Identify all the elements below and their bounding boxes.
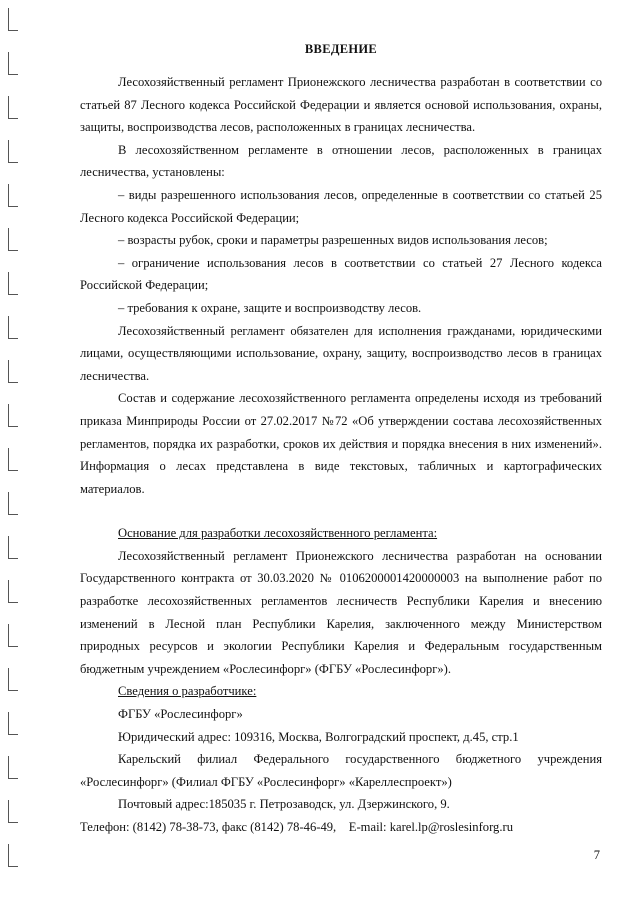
binding-mark	[8, 800, 18, 823]
legal-address: Юридический адрес: 109316, Москва, Волгоградский проспект, д.45, стр.1	[118, 729, 519, 744]
basis-paragraph: Лесохозяйственный регламент Прионежского лесничества разработан на основании Государственного контракта от 30.03.2020 № 0106200001420000003 на выполнение работ по разработке лесохозяйственных регламентов лесничеств Республики Карелия и внесению изменений в Лесной план Республики Карелия, заключенного между Министерством природных ресурсов и экологии Республики Карелия и Федеральным государственным бюджетным учреждением «Рослесинфорг» (ФГБУ «Рослесинфорг»).	[80, 548, 602, 676]
list-item: – требования к охране, защите и воспроизводству лесов.	[118, 300, 422, 315]
binding-mark	[8, 448, 18, 471]
list-item: – возрасты рубок, сроки и параметры разрешенных видов использования лесов;	[118, 233, 548, 248]
section-gap	[80, 500, 602, 522]
branch-paragraph: Карельский филиал Федерального государственного бюджетного учреждения «Рослесинфорг» (Филиал ФГБУ «Рослесинфорг» «Кареллеспроект»)	[80, 752, 602, 789]
binding-mark	[8, 96, 18, 119]
binding-mark	[8, 536, 18, 559]
intro-paragraph: Лесохозяйственный регламент Прионежского лесничества разработан в соответствии со статьей 87 Лесного кодекса Российской Федерации и является основой использования, охраны, защиты, воспроизводства лесов, расположенных в границах лесничества.	[80, 75, 602, 135]
developer-heading-text: Сведения о разработчике:	[118, 684, 257, 699]
developer-heading	[80, 680, 602, 703]
basis-heading-text: Основание для разработки лесохозяйственного регламента:	[118, 526, 438, 541]
binding-mark	[8, 184, 18, 207]
list-item: – виды разрешенного использования лесов, определенные в соответствии со статьей 25 Лесного кодекса Российской Федерации;	[80, 187, 602, 225]
binding-mark	[8, 580, 18, 603]
binding-mark	[8, 316, 18, 339]
binding-mark	[8, 844, 18, 867]
document-body	[80, 40, 602, 839]
obligation-paragraph: Лесохозяйственный регламент обязателен для исполнения гражданами, юридическими лицами, осуществляющими использование, охрану, защиту, воспроизводство лесов в границах лесничества.	[80, 323, 602, 383]
binding-mark	[8, 668, 18, 691]
list-item: – ограничение использования лесов в соответствии со статьей 27 Лесного кодекса Российской Федерации;	[80, 255, 602, 293]
binding-mark	[8, 360, 18, 383]
page-number: 7	[593, 848, 600, 862]
binding-mark	[8, 52, 18, 75]
binding-marks	[8, 0, 18, 905]
binding-mark	[8, 756, 18, 779]
binding-mark	[8, 272, 18, 295]
composition-paragraph: Состав и содержание лесохозяйственного регламента определены исходя из требований приказа Минприроды России от 27.02.2017 №72 «Об утверждении состава лесохозяйственных регламентов, порядка их разработки, сроков их действия и порядка внесения в них изменений». Информация о лесах представлена в виде текстовых, табличных и картографических материалов.	[80, 391, 602, 496]
contacts-line: Телефон: (8142) 78-38-73, факс (8142) 78-46-49, E-mail: karel.lp@roslesinforg.ru	[80, 820, 513, 834]
binding-mark	[8, 712, 18, 735]
binding-mark	[8, 404, 18, 427]
binding-mark	[8, 228, 18, 251]
postal-address: Почтовый адрес:185035 г. Петрозаводск, ул. Дзержинского, 9.	[118, 797, 450, 812]
binding-mark	[8, 492, 18, 515]
established-paragraph: В лесохозяйственном регламенте в отношении лесов, расположенных в границах лесничества, установлены:	[80, 142, 602, 180]
page-title: ВВЕДЕНИЕ	[304, 42, 378, 56]
binding-mark	[8, 624, 18, 647]
binding-mark	[8, 140, 18, 163]
binding-mark	[8, 8, 18, 31]
developer-name: ФГБУ «Рослесинфорг»	[118, 707, 243, 722]
basis-heading	[80, 522, 602, 545]
